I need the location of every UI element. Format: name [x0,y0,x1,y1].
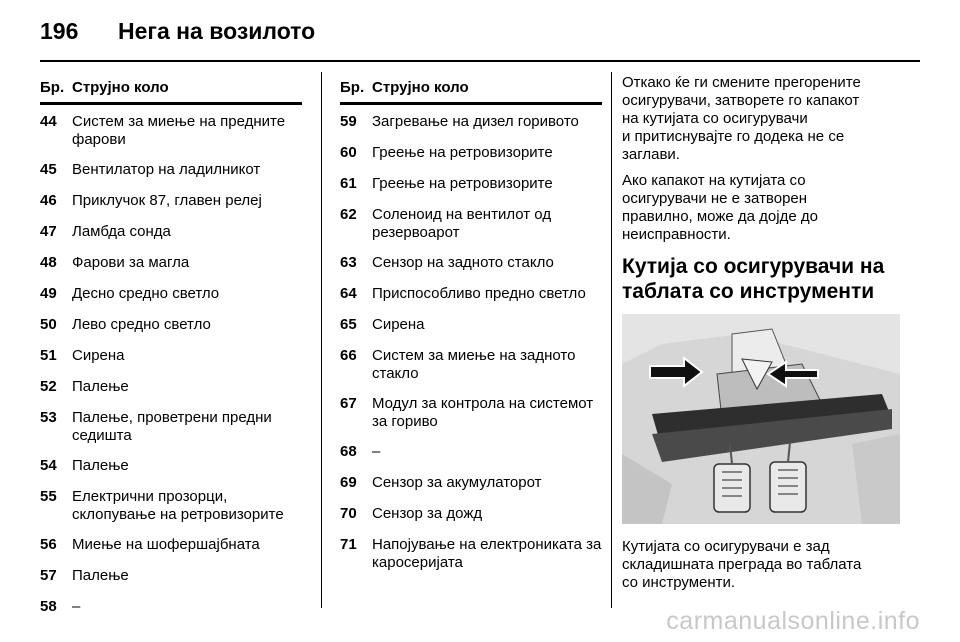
table-row [40,457,302,475]
fuse-table-left [40,74,302,629]
fuse-number: 71 [340,536,357,553]
fuse-number: 58 [40,598,57,615]
fuse-number: 64 [340,285,357,302]
fuse-circuit: Сирена [72,347,125,364]
column-header-number: Бр. [340,79,365,96]
fuse-number: 46 [40,192,57,209]
column-header-number: Бр. [40,79,65,96]
table-row [40,223,302,241]
fuse-number: 68 [340,443,357,460]
column-divider-1 [321,72,322,608]
fuse-circuit: Десно средно светло [72,285,220,302]
paragraph-replace-fuses: Откако ќе ги смените прегорените осигурувачи, затворете го капакот на кутијата со осигурувачи и притиснувајте го додека не се заглави. [622,74,861,163]
fuse-circuit: Палење [72,457,129,474]
fuse-number: 54 [40,457,57,474]
table-row [340,443,602,461]
watermark: carmanualsonline.info [666,607,920,635]
fuse-number: 59 [340,113,357,130]
dashboard-fuse-box-image [622,314,900,524]
fuse-number: 70 [340,505,357,522]
fuse-circuit: Соленоид на вентилот од резервоарот [372,206,552,241]
fuse-number: 69 [340,474,357,491]
fuse-circuit: Загревање на дизел горивото [372,113,579,130]
fuse-circuit: Палење, проветрени предни седишта [72,409,272,444]
table-row [40,161,302,179]
fuse-circuit: Палење [72,567,129,584]
fuse-circuit: Приклучок 87, главен релеј [72,192,262,209]
fuse-number: 65 [340,316,357,333]
fuse-number: 60 [340,144,357,161]
table-row [340,474,602,492]
table-row [340,285,602,303]
fuse-number: 48 [40,254,57,271]
fuse-circuit: Миење на шофершајбната [72,536,260,553]
table-row [340,254,602,272]
table-row [340,395,602,431]
table-row [340,206,602,242]
table-row [340,505,602,523]
fuse-number: 62 [340,206,357,223]
table-row [40,347,302,365]
table-row [40,316,302,334]
table-row [40,285,302,303]
fuse-number: 53 [40,409,57,426]
fuse-number: 44 [40,113,57,130]
page-title: Нега на возилото [118,18,316,44]
column-divider-2 [611,72,612,608]
fuse-circuit: – [72,598,81,615]
table-body [340,113,602,572]
fuse-circuit: – [372,443,381,460]
fuse-number: 52 [40,378,57,395]
table-row [40,409,302,445]
table-header [40,74,302,102]
fuse-number: 50 [40,316,57,333]
table-row [40,567,302,585]
page-header [40,18,920,58]
table-row [340,175,602,193]
text-column [622,74,902,600]
column-header-circuit: Струјно коло [372,79,469,96]
table-row [40,254,302,272]
fuse-number: 51 [40,347,57,364]
paragraph-cover-warning: Ако капакот на кутијата со осигурувачи не е затворен правилно, може да дојде до неисправности. [622,172,818,243]
table-row [340,144,602,162]
page-number: 196 [40,18,79,44]
table-header-rule [340,102,602,105]
fuse-circuit: Лево средно светло [72,316,211,333]
section-title: Кутија со осигурувачи на таблата со инструменти [622,255,885,303]
fuse-circuit: Модул за контрола на системот за гориво [372,395,594,430]
fuse-box-illustration [622,314,900,524]
fuse-circuit: Палење [72,378,129,395]
table-row [40,536,302,554]
table-row [340,536,602,572]
fuse-circuit: Систем за миење на предните фарови [72,113,286,148]
fuse-number: 45 [40,161,57,178]
table-row [340,316,602,334]
fuse-number: 55 [40,488,57,505]
fuse-table-right [340,74,602,584]
fuse-circuit: Вентилатор на ладилникот [72,161,261,178]
fuse-circuit: Сензор за дожд [372,505,483,522]
fuse-circuit: Греење на ретровизорите [372,144,553,161]
table-body [40,113,302,616]
fuse-circuit: Сирена [372,316,425,333]
fuse-circuit: Систем за миење на задното стакло [372,347,576,382]
fuse-circuit: Напојување на електрониката за каросеријата [372,536,602,571]
fuse-circuit: Сензор за акумулаторот [372,474,542,491]
fuse-circuit: Електрични прозорци, склопување на ретровизорите [72,488,284,523]
column-header-circuit: Струјно коло [72,79,169,96]
fuse-circuit: Ламбда сонда [72,223,171,240]
fuse-number: 67 [340,395,357,412]
table-header-rule [40,102,302,105]
table-header [340,74,602,102]
fuse-number: 49 [40,285,57,302]
fuse-number: 61 [340,175,357,192]
table-row [40,113,302,149]
fuse-circuit: Фарови за магла [72,254,190,271]
fuse-number: 47 [40,223,57,240]
fuse-number: 63 [340,254,357,271]
table-row [40,488,302,524]
table-row [340,113,602,131]
figure-caption: Кутијата со осигурувачи е зад складишната преграда во таблата со инструменти. [622,538,862,591]
table-row [40,378,302,396]
table-row [40,598,302,616]
header-divider [40,60,920,62]
table-row [40,192,302,210]
fuse-circuit: Греење на ретровизорите [372,175,553,192]
fuse-number: 57 [40,567,57,584]
table-row [340,347,602,383]
fuse-circuit: Приспособливо предно светло [372,285,586,302]
fuse-number: 66 [340,347,357,364]
fuse-circuit: Сензор на задното стакло [372,254,554,271]
fuse-number: 56 [40,536,57,553]
